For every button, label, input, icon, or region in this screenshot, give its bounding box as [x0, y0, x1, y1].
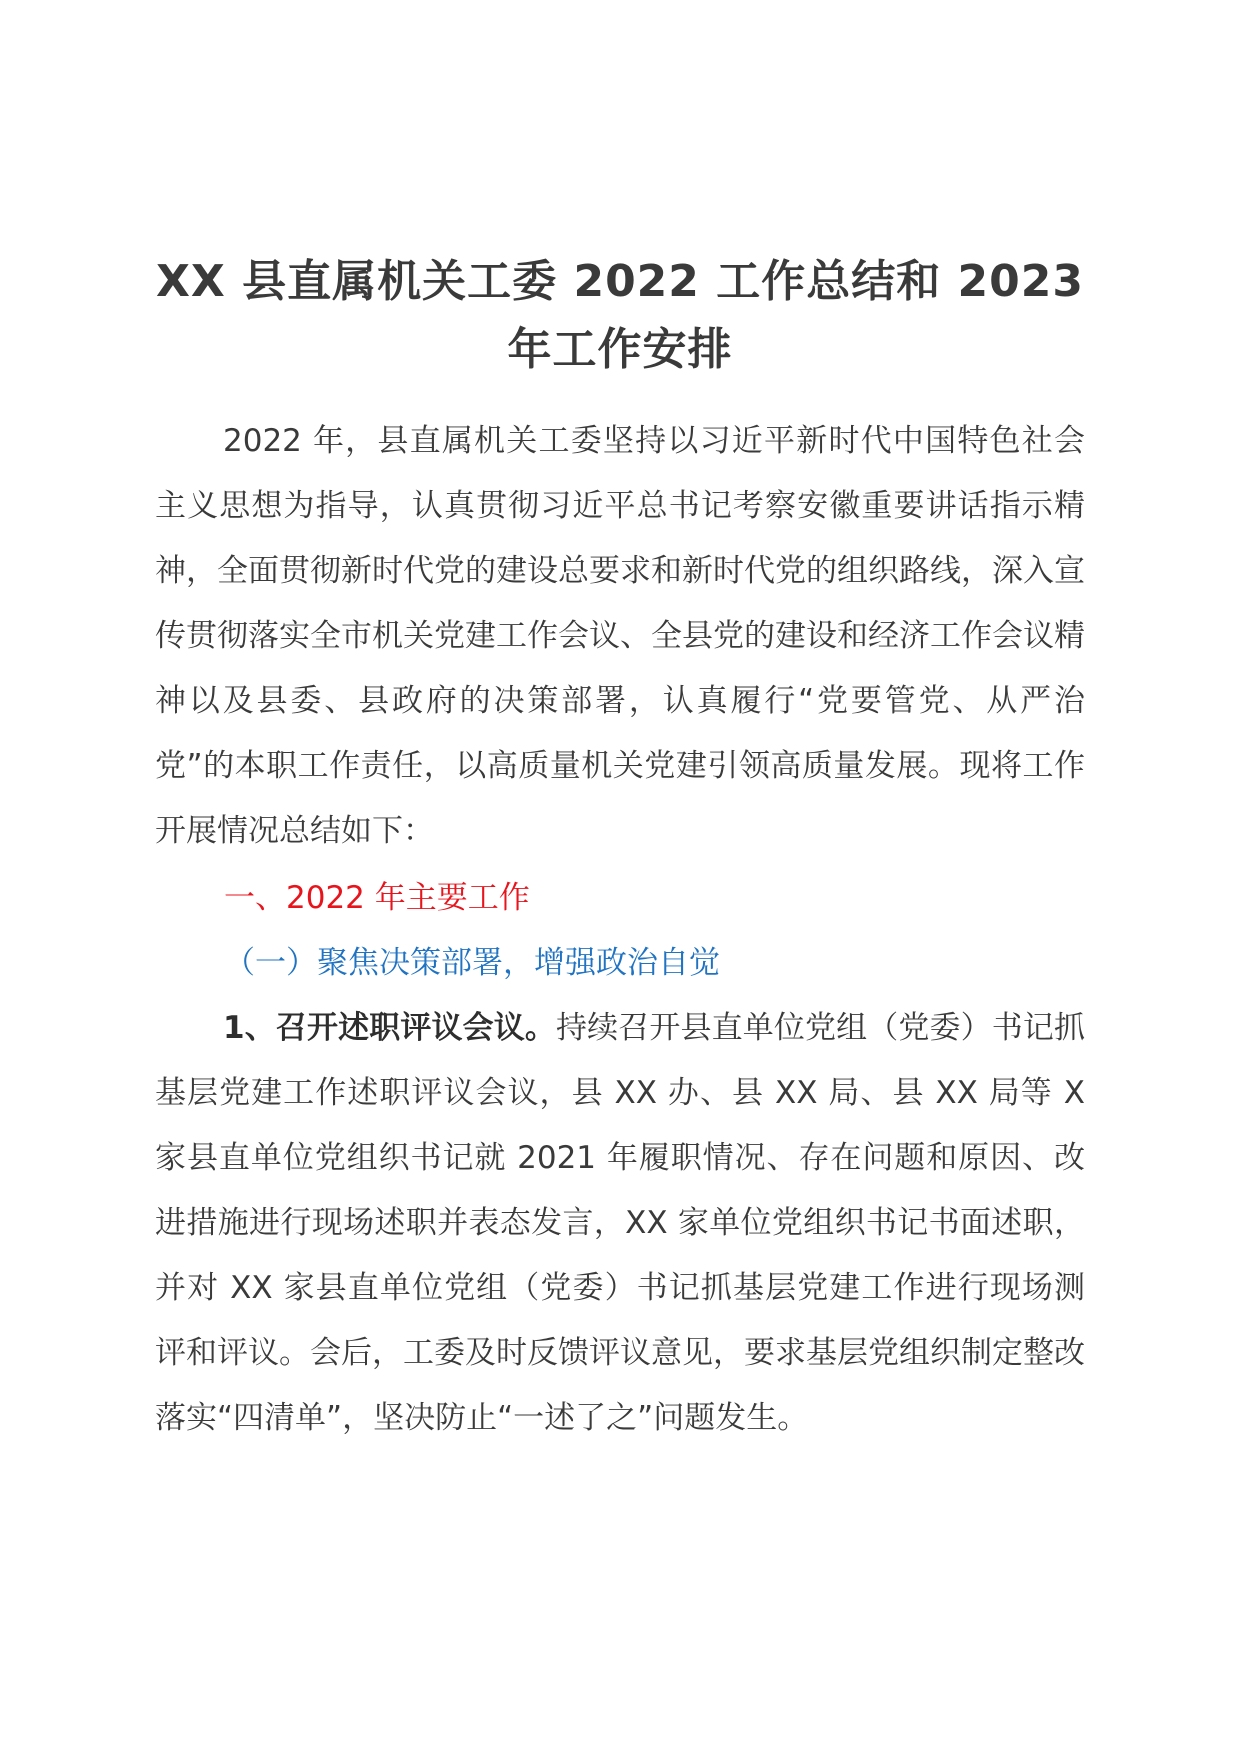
item-lead: 1、召开述职评议会议。: [223, 1010, 556, 1046]
document-title: XX 县直属机关工委 2022 工作总结和 2023 年工作安排: [155, 256, 1085, 375]
item-paragraph: [155, 996, 1085, 1451]
item-text: 持续召开县直单位党组（党委）书记抓基层党建工作述职评议会议，县 XX 办、县 XX 局、县 XX 局等 X 家县直单位党组织书记就 2021 年履职情况、存在问题和原因、改进措施进行现场述职并表态发言，XX 家单位党组织书记书面述职，并对 XX 家县直单位党组（党委）书记抓基层党建工作进行现场测评和评议。会后，工委及时反馈评议意见，要求基层党组织制定整改落实“四清单”，坚决防止“一述了之”问题发生。: [155, 1010, 1085, 1436]
intro-paragraph: 2022 年，县直属机关工委坚持以习近平新时代中国特色社会主义思想为指导，认真贯彻习近平总书记考察安徽重要讲话指示精神，全面贯彻新时代党的建设总要求和新时代党的组织路线，深入宣传贯彻落实全市机关党建工作会议、全县党的建设和经济工作会议精神以及县委、县政府的决策部署，认真履行“党要管党、从严治党”的本职工作责任，以高质量机关党建引领高质量发展。现将工作开展情况总结如下：: [155, 423, 1085, 849]
section-heading: 一、2022 年主要工作: [224, 880, 530, 916]
subsection-heading: （一）聚焦决策部署，增强政治自觉: [224, 945, 720, 981]
